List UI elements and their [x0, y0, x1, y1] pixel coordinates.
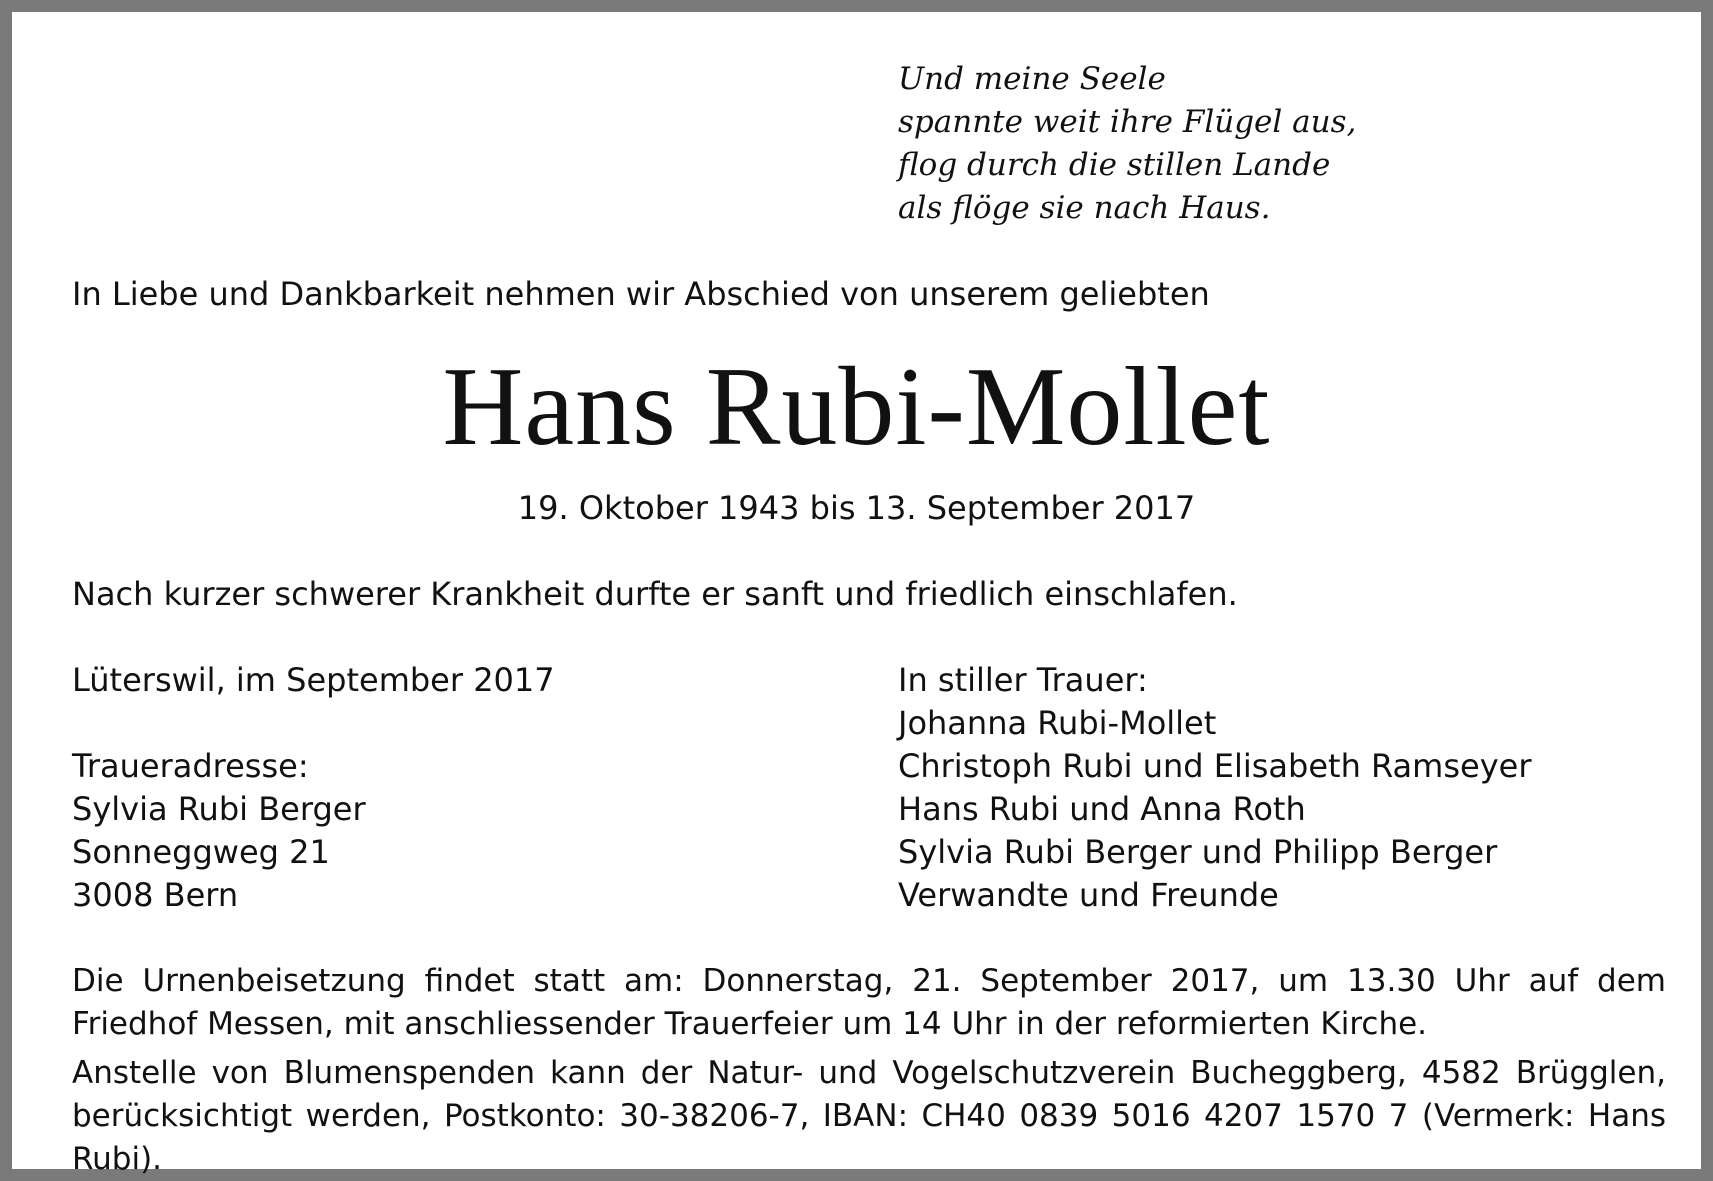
funeral-info: Die Urnenbeisetzung findet statt am: Donnerstag, 21. September 2017, um 13.30 Uhr auf dem Friedhof Messen, mit anschliessender Trauerfeier um 14 Uhr in der reformierten Kirche.: [72, 963, 1666, 1042]
illness-text: Nach kurzer schwerer Krankheit durfte er sanft und friedlich einschlafen.: [72, 575, 1238, 613]
address-street: Sonneggweg 21: [72, 833, 330, 871]
mourner-name: Johanna Rubi-Mollet: [898, 704, 1217, 742]
place-date: Lüterswil, im September 2017: [72, 661, 555, 699]
address-label: Traueradresse:: [72, 747, 309, 785]
intro-text: In Liebe und Dankbarkeit nehmen wir Abschied von unserem geliebten: [72, 275, 1210, 313]
poem-line: spannte weit ihre Flügel aus,: [898, 104, 1357, 140]
donation-info: Anstelle von Blumenspenden kann der Natur- und Vogelschutzverein Bucheggberg, 4582 Brügglen, berücksichtigt werden, Postkonto: 30-38206-7, IBAN: CH40 0839 5016 4207 1570 7 (Vermerk: Hans Rubi).: [72, 1055, 1666, 1177]
mourner-name: Hans Rubi und Anna Roth: [898, 790, 1306, 828]
poem-line: flog durch die stillen Lande: [898, 147, 1331, 183]
poem-line: Und meine Seele: [898, 61, 1166, 97]
mourner-name: Sylvia Rubi Berger und Philipp Berger: [898, 833, 1498, 871]
poem: [898, 58, 1356, 230]
mourners-label: In stiller Trauer:: [898, 661, 1148, 699]
mourners-list: [898, 659, 1531, 917]
poem-line: als flöge sie nach Haus.: [898, 190, 1271, 226]
obituary-notice: [12, 12, 1701, 1177]
mourning-address: [72, 745, 366, 917]
mourner-name: Verwandte und Freunde: [898, 876, 1279, 914]
address-name: Sylvia Rubi Berger: [72, 790, 366, 828]
life-dates: 19. Oktober 1943 bis 13. September 2017: [517, 489, 1196, 527]
deceased-name: Hans Rubi-Mollet: [442, 345, 1271, 469]
mourner-name: Christoph Rubi und Elisabeth Ramseyer: [898, 747, 1532, 785]
address-city: 3008 Bern: [72, 876, 239, 914]
